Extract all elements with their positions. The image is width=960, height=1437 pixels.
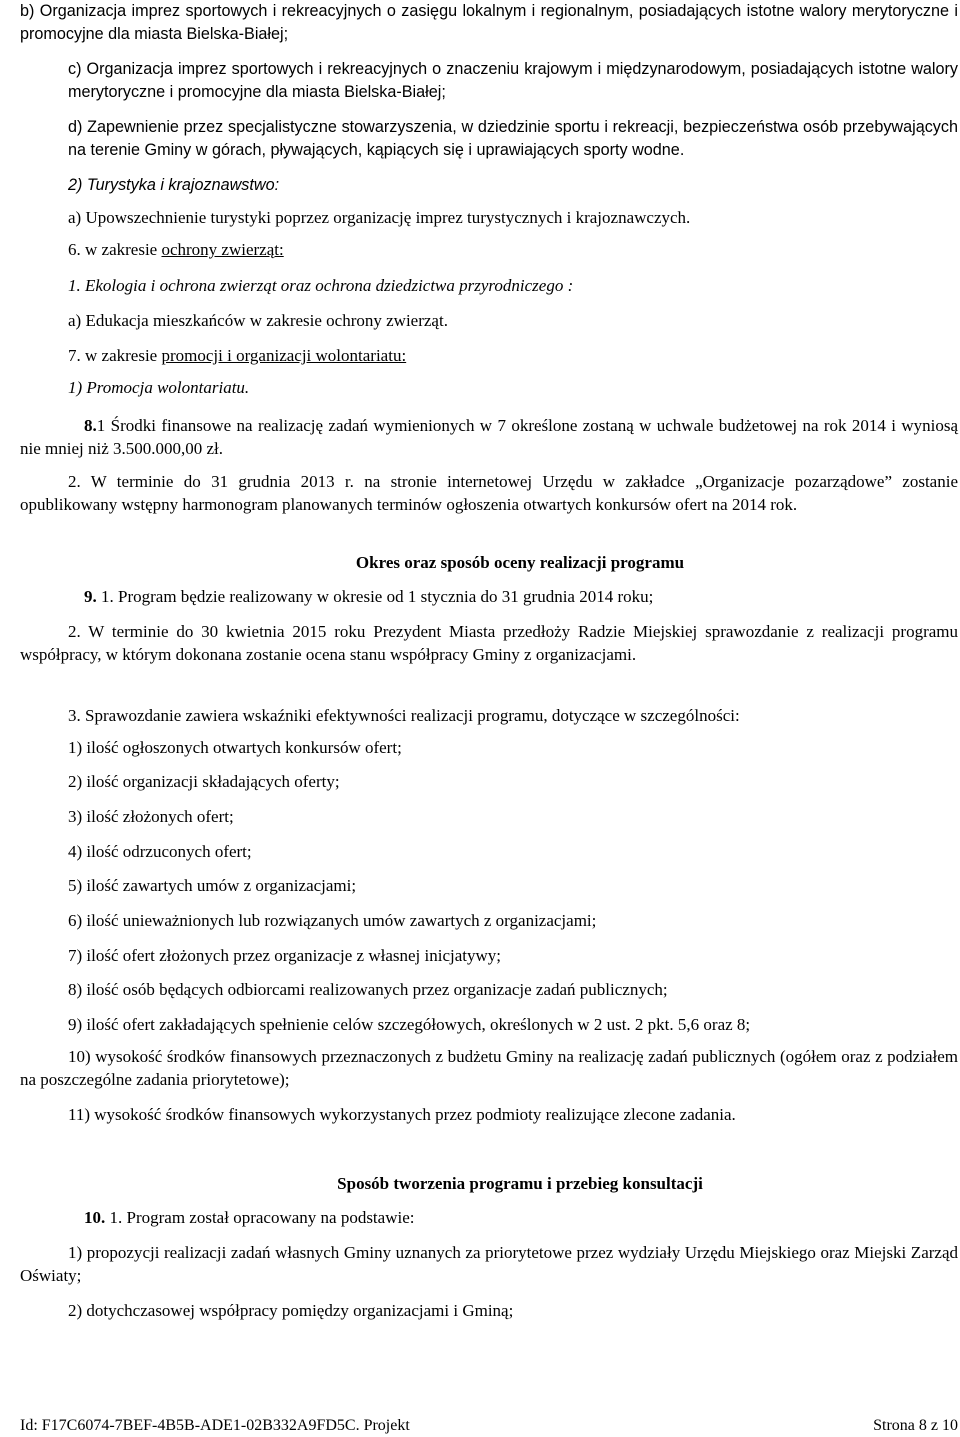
paragraph-ecology: 1. Ekologia i ochrona zwierząt oraz ochrona dziedzictwa przyrodniczego : [68,276,574,295]
list-item: 9) ilość ofert zakładających spełnienie celów szczegółowych, określonych w 2 ust. 2 pkt. 5,6 oraz 8; [68,1015,751,1034]
section-9-number: 9. [84,587,97,606]
paragraph-section-9-3: 3. Sprawozdanie zawiera wskaźniki efektywności realizacji programu, dotyczące w szczególności: [68,706,740,725]
paragraph-volunteering: 1) Promocja wolontariatu. [68,378,250,397]
section-8-text: 1 Środki finansowe na realizację zadań wymienionych w 7 określone zostaną w uchwale budżetowej na rok 2014 i wyniosą nie mniej niż 3.500.000,00 zł. [20,416,958,458]
section-10-number: 10. [84,1208,106,1227]
section-9-text: 1. Program będzie realizowany w okresie od 1 stycznia do 31 grudnia 2014 roku; [96,587,654,606]
list-item: 10) wysokość środków finansowych przeznaczonych z budżetu Gminy na realizację zadań publicznych (ogółem oraz z podziałem na poszczególne zadania priorytetowe); [20,1047,958,1089]
list-item: 6) ilość unieważnionych lub rozwiązanych umów zawartych z organizacjami; [68,911,597,930]
section-7-prefix: 7. w zakresie [68,346,162,365]
section-8-number: 8. [84,416,97,435]
paragraph-section-9-2: 2. W terminie do 30 kwietnia 2015 roku Prezydent Miasta przedłoży Radzie Miejskiej sprawozdanie z realizacji programu współpracy, w którym dokonana zostanie ocena stanu współpracy Gminy z organizacjami. [20,622,958,664]
paragraph-section-8-2: 2. W terminie do 31 grudnia 2013 r. na stronie internetowej Urzędu w zakładce „Organizacje pozarządowe” zostanie opublikowany wstępny harmonogram planowanych terminów ogłoszenia otwartych konkursów ofert na 2014 rok. [20,472,958,514]
list-item: 1) ilość ogłoszonych otwartych konkursów ofert; [68,738,402,757]
heading-evaluation: Okres oraz sposób oceny realizacji programu [355,553,685,572]
paragraph-c: c) Organizacja imprez sportowych i rekreacyjnych o znaczeniu krajowym i międzynarodowym, posiadających istotne walory merytoryczne i promocyjne dla miasta Bielska-Białej; [68,60,958,101]
section-6-link: ochrony zwierząt: [161,240,284,259]
list-item: 2) ilość organizacji składających oferty; [68,772,340,791]
paragraph-section-10-2: 2) dotychczasowej współpracy pomiędzy organizacjami i Gminą; [68,1301,514,1320]
section-10-text: 1. Program został opracowany na podstawie: [105,1208,415,1227]
paragraph-section-8 [20,414,958,460]
paragraph-b: b) Organizacja imprez sportowych i rekreacyjnych o zasięgu lokalnym i regionalnym, posiadających istotne walory merytoryczne i promocyjne dla miasta Bielska-Białej; [20,2,958,43]
section-7-link: promocji i organizacji wolontariatu: [161,346,407,365]
list-item: 3) ilość złożonych ofert; [68,807,234,826]
section-6-prefix: 6. w zakresie [68,240,162,259]
footer-document-id: Id: F17C6074-7BEF-4B5B-ADE1-02B332A9FD5C. Projekt [20,1417,410,1434]
list-item: 4) ilość odrzuconych ofert; [68,842,252,861]
paragraph-section-10 [20,1206,958,1229]
list-item: 7) ilość ofert złożonych przez organizacje z własnej inicjatywy; [68,946,502,965]
paragraph-section-6 [20,238,958,261]
paragraph-tourism-a: a) Upowszechnienie turystyki poprzez organizację imprez turystycznych i krajoznawczych. [68,208,691,227]
list-item: 5) ilość zawartych umów z organizacjami; [68,876,357,895]
list-item: 11) wysokość środków finansowych wykorzystanych przez podmioty realizujące zlecone zadania. [68,1105,736,1124]
paragraph-section-7 [20,344,958,367]
heading-consultation: Sposób tworzenia programu i przebieg konsultacji [337,1174,703,1193]
paragraph-d: d) Zapewnienie przez specjalistyczne stowarzyszenia, w dziedzinie sportu i rekreacji, bezpieczeństwa osób przebywających na terenie Gminy w górach, pływających, kąpiących się i uprawiających sporty wodne. [68,118,958,159]
paragraph-section-9 [20,585,958,608]
paragraph-education: a) Edukacja mieszkańców w zakresie ochrony zwierząt. [68,311,448,330]
paragraph-section-10-1: 1) propozycji realizacji zadań własnych Gminy uznanych za priorytetowe przez wydziały Urzędu Miejskiego oraz Miejski Zarząd Oświaty; [20,1243,958,1285]
paragraph-tourism: 2) Turystyka i krajoznawstwo: [68,176,280,194]
footer-page-number: Strona 8 z 10 [873,1417,958,1434]
list-item: 8) ilość osób będących odbiorcami realizowanych przez organizacje zadań publicznych; [68,980,668,999]
